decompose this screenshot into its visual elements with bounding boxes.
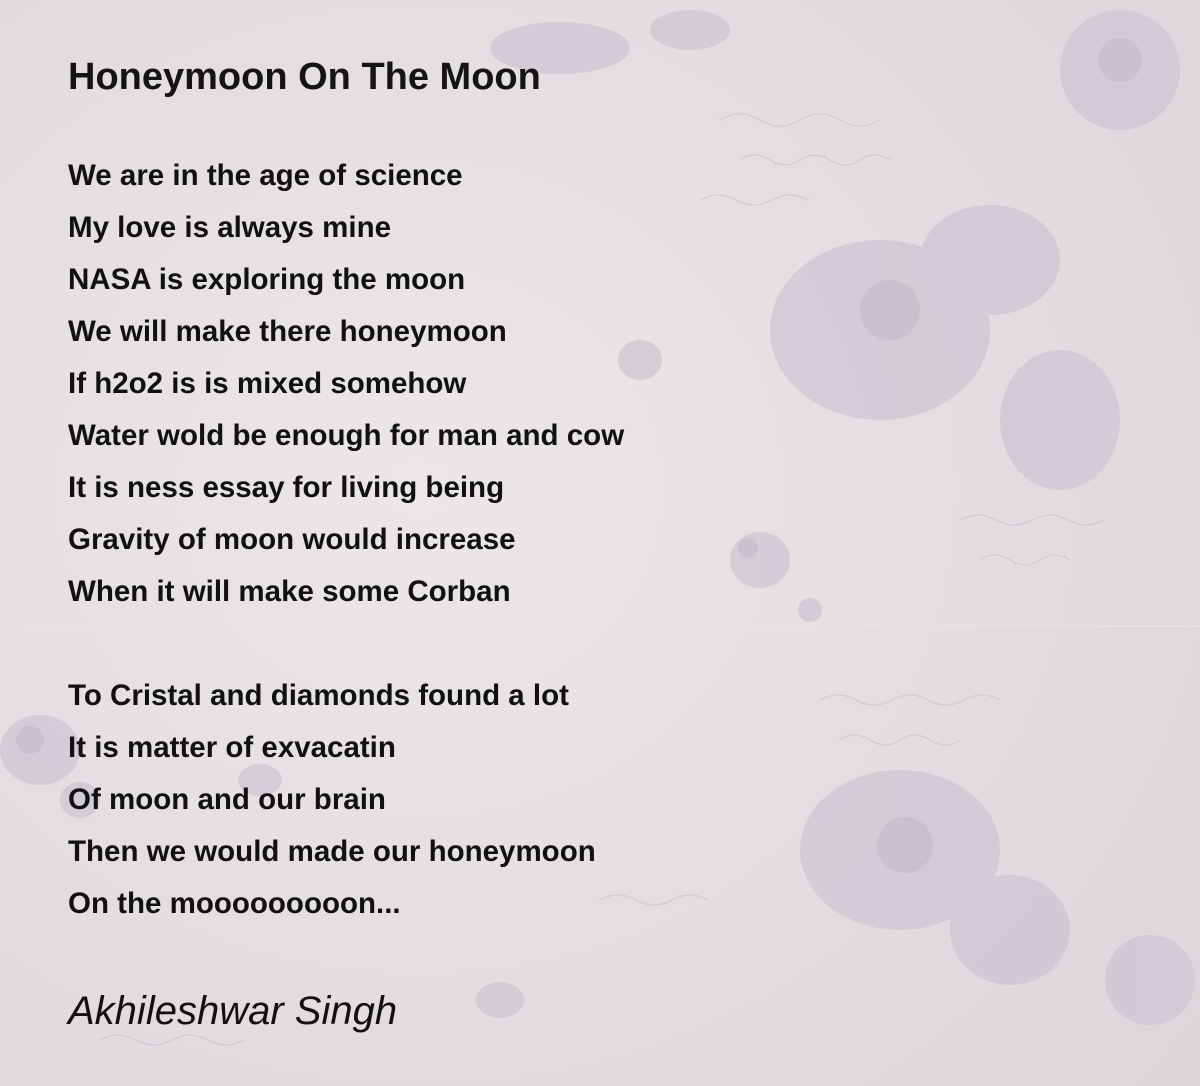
poem-line: We will make there honeymoon (68, 315, 507, 348)
poem-line: If h2o2 is is mixed somehow (68, 367, 467, 400)
poem-line: To Cristal and diamonds found a lot (68, 679, 569, 712)
poem-line: When it will make some Corban (68, 575, 511, 608)
poem-line: Then we would made our honeymoon (68, 835, 596, 868)
poem-line: We are in the age of science (68, 159, 463, 192)
poem-line: On the mooooooooon... (68, 887, 401, 920)
poem-line: NASA is exploring the moon (68, 263, 466, 296)
poem-line: My love is always mine (68, 211, 392, 244)
stanza-2 (68, 670, 596, 930)
stanza-1 (68, 150, 624, 618)
poem-line: Gravity of moon would increase (68, 523, 516, 556)
poem-title: Honeymoon On The Moon (68, 56, 541, 98)
poem-line: Of moon and our brain (68, 783, 386, 816)
poem-line: Water wold be enough for man and cow (68, 419, 625, 452)
poem-line: It is ness essay for living being (68, 471, 505, 504)
poem-line: It is matter of exvacatin (68, 731, 396, 764)
poem-author: Akhileshwar Singh (68, 989, 398, 1033)
